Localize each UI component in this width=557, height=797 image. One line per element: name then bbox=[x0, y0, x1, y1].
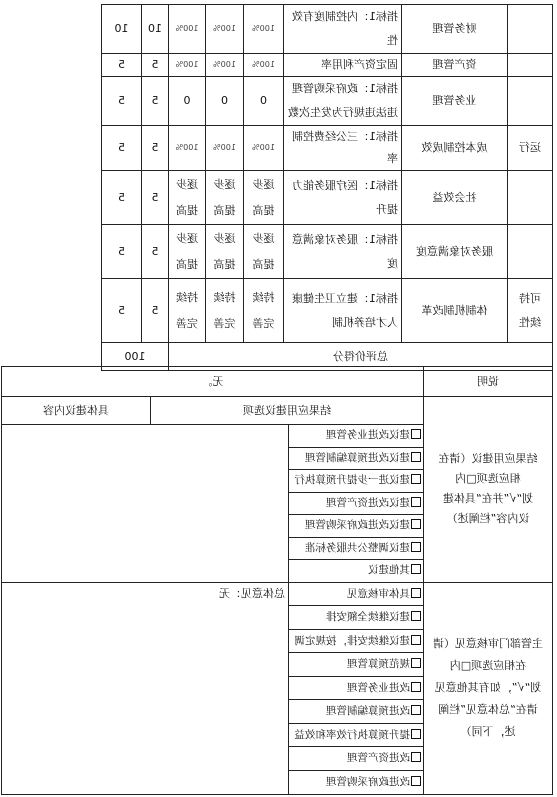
option-label: 建议继续全额安排 bbox=[326, 611, 410, 623]
perf-indicator: 指标1：政府采购管理违法违规行为发生次数 bbox=[284, 77, 402, 126]
perf-indicator: 固定资产利用率 bbox=[284, 54, 402, 77]
checkbox-icon[interactable] bbox=[411, 776, 421, 786]
checkbox-icon[interactable] bbox=[411, 452, 421, 462]
perf-subcategory: 服务对象满意度 bbox=[402, 225, 508, 279]
perf-score: 5 bbox=[102, 126, 142, 171]
perf-score: 10 bbox=[102, 5, 142, 54]
option-label: 改进预算编制管理 bbox=[326, 705, 410, 717]
option-label: 建议继续安排，按规定调 bbox=[294, 634, 410, 647]
perf-row bbox=[102, 77, 553, 126]
checkbox-icon[interactable] bbox=[411, 497, 421, 507]
checkbox-icon[interactable] bbox=[411, 564, 421, 574]
perf-category bbox=[508, 54, 553, 77]
option-label: 改进政府采购管理 bbox=[326, 775, 410, 788]
apply-header-right: 具体建议内容 bbox=[2, 397, 151, 425]
perf-weight: 5 bbox=[142, 225, 169, 279]
apply-header-left: 结果应用建议选项 bbox=[151, 397, 424, 425]
option-label: 具体审核意见 bbox=[347, 587, 410, 600]
perf-actual-2: 逐步提高 bbox=[169, 225, 206, 279]
option-item[interactable] bbox=[289, 425, 423, 448]
dept-label: 主管部门审核意见（请在相应选项□内划“√”，如有其他意见请在“总体意见”栏阐述，下同） bbox=[424, 582, 553, 794]
total-label: 总评价得分 bbox=[169, 343, 553, 371]
perf-weight: 5 bbox=[142, 171, 169, 225]
checkbox-icon[interactable] bbox=[411, 635, 421, 645]
checkbox-icon[interactable] bbox=[411, 519, 421, 529]
option-label: 其他建议 bbox=[368, 564, 410, 576]
perf-weight: 5 bbox=[142, 77, 169, 126]
perf-actual-2: 100% bbox=[169, 54, 206, 77]
option-label: 提升预算执行效率和效益 bbox=[294, 728, 410, 741]
option-item[interactable] bbox=[289, 653, 423, 677]
perf-subcategory: 成本控制成效 bbox=[402, 126, 508, 171]
checkbox-icon[interactable] bbox=[411, 588, 421, 598]
apply-options bbox=[289, 425, 424, 583]
perf-target: 逐步提高 bbox=[244, 171, 284, 225]
total-score: 100 bbox=[102, 343, 169, 371]
perf-target: 100% bbox=[244, 54, 284, 77]
perf-subcategory: 业务管理 bbox=[402, 77, 508, 126]
apply-content bbox=[2, 425, 289, 583]
perf-score: 5 bbox=[102, 77, 142, 126]
checkbox-icon[interactable] bbox=[411, 729, 421, 739]
perf-target: 逐步提高 bbox=[244, 225, 284, 279]
perf-weight: 5 bbox=[142, 279, 169, 343]
checkbox-icon[interactable] bbox=[411, 682, 421, 692]
dept-options bbox=[289, 582, 424, 794]
option-item[interactable] bbox=[289, 515, 423, 538]
checkbox-icon[interactable] bbox=[411, 474, 421, 484]
perf-actual-2: 100% bbox=[169, 5, 206, 54]
perf-row bbox=[102, 126, 553, 171]
perf-indicator: 指标1：医疗服务能力提升 bbox=[284, 171, 402, 225]
perf-actual-1: 持续完善 bbox=[206, 279, 244, 343]
perf-actual-1: 逐步提高 bbox=[206, 171, 244, 225]
option-item[interactable] bbox=[289, 470, 423, 493]
perf-actual-1: 100% bbox=[206, 54, 244, 77]
perf-category bbox=[508, 5, 553, 54]
checkbox-icon[interactable] bbox=[411, 705, 421, 715]
option-label: 建议改进资产管理 bbox=[326, 496, 410, 509]
notes-value: 无。 bbox=[2, 367, 424, 397]
perf-row bbox=[102, 279, 553, 343]
perf-category: 可持续性 bbox=[508, 279, 553, 343]
option-label: 建议调整公共服务标准 bbox=[305, 541, 410, 554]
perf-actual-1: 100% bbox=[206, 126, 244, 171]
option-item[interactable] bbox=[289, 724, 423, 748]
option-item[interactable] bbox=[289, 583, 423, 607]
perf-indicator: 指标1：内控制度有效性 bbox=[284, 5, 402, 54]
option-label: 建议改进政府采购管理 bbox=[305, 519, 410, 531]
perf-actual-2: 持续完善 bbox=[169, 279, 206, 343]
checkbox-icon[interactable] bbox=[411, 611, 421, 621]
option-item[interactable] bbox=[289, 448, 423, 471]
perf-indicator: 指标1：建立卫生健康人才培养机制 bbox=[284, 279, 402, 343]
perf-row bbox=[102, 225, 553, 279]
option-item[interactable] bbox=[289, 538, 423, 561]
option-label: 建议进一步提升预算执行 bbox=[294, 474, 410, 486]
perf-score: 5 bbox=[102, 225, 142, 279]
checkbox-icon[interactable] bbox=[411, 658, 421, 668]
checkbox-icon[interactable] bbox=[411, 429, 421, 439]
perf-actual-1: 0 bbox=[206, 77, 244, 126]
perf-score: 5 bbox=[102, 171, 142, 225]
perf-score: 5 bbox=[102, 279, 142, 343]
option-item[interactable] bbox=[289, 747, 423, 771]
dept-overall: 总体意见：无 bbox=[2, 582, 289, 794]
perf-row bbox=[102, 5, 553, 54]
perf-weight: 10 bbox=[142, 5, 169, 54]
perf-target: 100% bbox=[244, 126, 284, 171]
option-item[interactable] bbox=[289, 560, 423, 582]
perf-actual-2: 0 bbox=[169, 77, 206, 126]
perf-score: 5 bbox=[102, 54, 142, 77]
checkbox-icon[interactable] bbox=[411, 542, 421, 552]
perf-subcategory: 财务管理 bbox=[402, 5, 508, 54]
perf-actual-2: 100% bbox=[169, 126, 206, 171]
option-label: 规范预算管理 bbox=[347, 658, 410, 670]
perf-weight: 5 bbox=[142, 54, 169, 77]
option-item[interactable] bbox=[289, 630, 423, 654]
perf-weight: 5 bbox=[142, 126, 169, 171]
perf-subcategory: 资产管理 bbox=[402, 54, 508, 77]
perf-category: 运行 bbox=[508, 126, 553, 171]
option-item[interactable] bbox=[289, 700, 423, 724]
perf-row bbox=[102, 171, 553, 225]
perf-row bbox=[102, 54, 553, 77]
option-item[interactable] bbox=[289, 771, 423, 794]
option-item[interactable] bbox=[289, 677, 423, 701]
apply-label: 结果应用建议（请在相应选项□内划“√”并在“具体建议内容”栏阐述） bbox=[424, 397, 553, 583]
perf-subcategory: 体制机制改革 bbox=[402, 279, 508, 343]
checkbox-icon[interactable] bbox=[411, 752, 421, 762]
perf-target: 100% bbox=[244, 5, 284, 54]
option-item[interactable] bbox=[289, 493, 423, 516]
perf-category bbox=[508, 171, 553, 225]
perf-indicator: 指标1：三公经费控制率 bbox=[284, 126, 402, 171]
perf-indicator: 指标1：服务对象满意度 bbox=[284, 225, 402, 279]
option-label: 建议改进预算编制管理 bbox=[305, 451, 410, 464]
perf-actual-2: 逐步提高 bbox=[169, 171, 206, 225]
option-item[interactable] bbox=[289, 606, 423, 630]
perf-actual-1: 逐步提高 bbox=[206, 225, 244, 279]
perf-category bbox=[508, 225, 553, 279]
option-label: 改进业务管理 bbox=[347, 681, 410, 694]
performance-table bbox=[101, 4, 553, 371]
perf-category bbox=[508, 77, 553, 126]
option-label: 建议改进业务管理 bbox=[326, 429, 410, 441]
perf-actual-1: 100% bbox=[206, 5, 244, 54]
perf-subcategory: 社会效益 bbox=[402, 171, 508, 225]
perf-target: 持续完善 bbox=[244, 279, 284, 343]
notes-label: 说明 bbox=[424, 367, 553, 397]
perf-target: 0 bbox=[244, 77, 284, 126]
option-label: 改进资产管理 bbox=[347, 752, 410, 764]
result-application-table bbox=[1, 366, 553, 795]
